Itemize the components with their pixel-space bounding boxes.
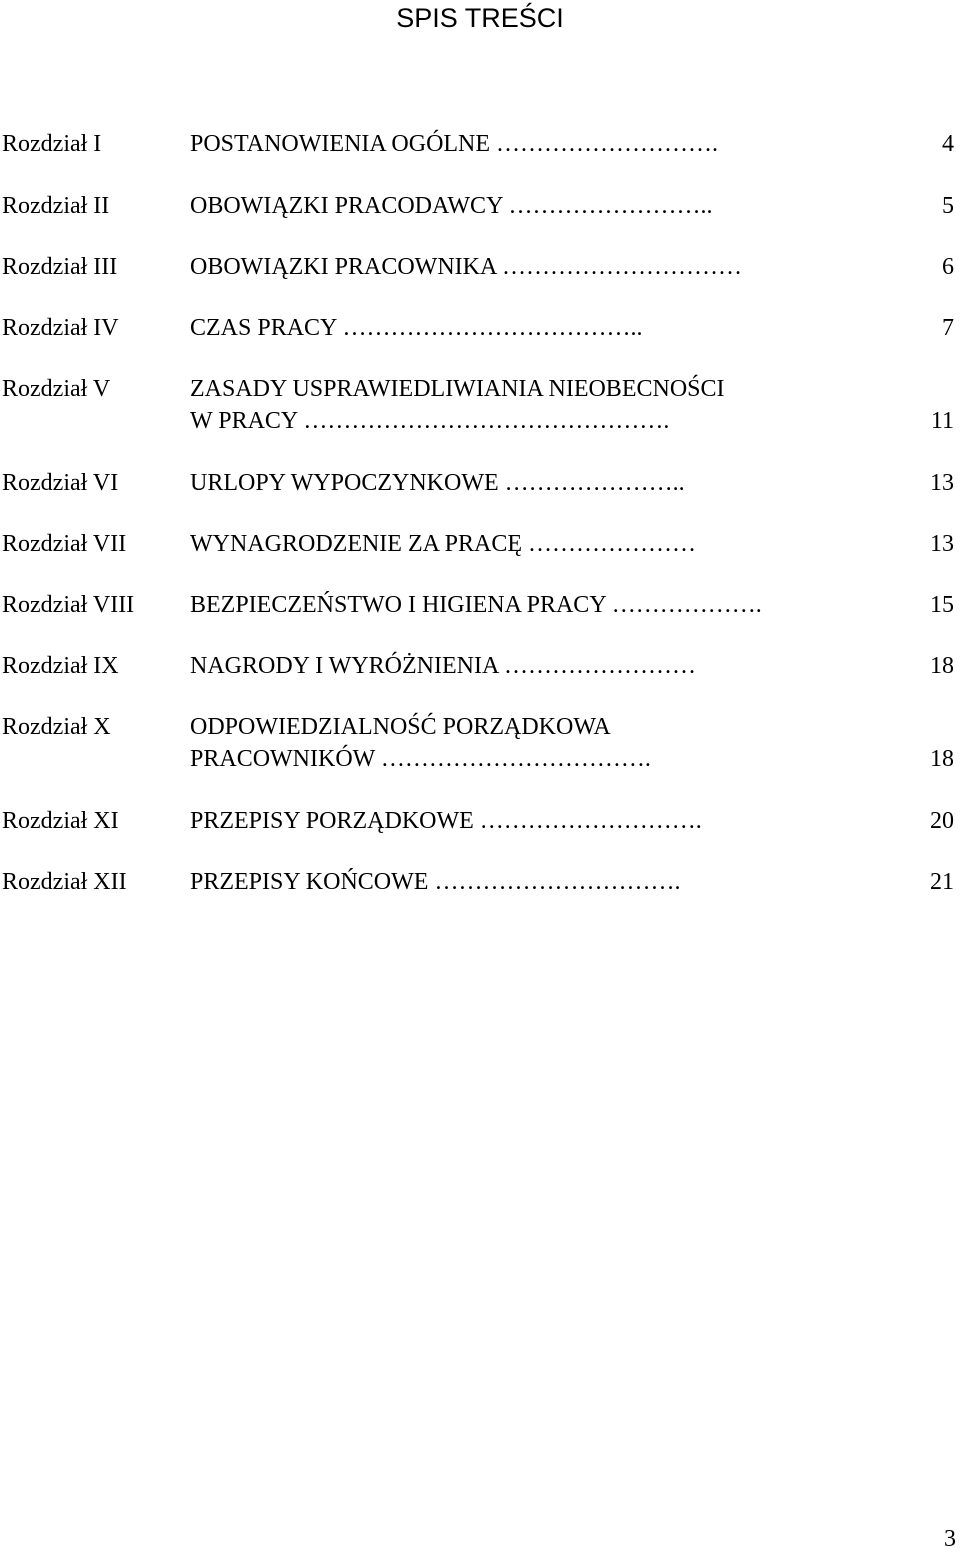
toc-title [190,373,900,437]
toc-leader: ……………………………. [380,746,651,772]
toc-title-text: BEZPIECZEŃSTWO I HIGIENA PRACY [190,592,606,618]
toc-leader: ………………….. [504,470,685,496]
toc-chapter-label: Rozdział III [2,254,118,280]
toc-leader: ………………… [527,531,696,557]
toc-title-text: OBOWIĄZKI PRACODAWCY [190,193,503,219]
toc-title [190,467,900,499]
toc-chapter-label: Rozdział I [2,131,102,157]
toc-title-text: ODPOWIEDZIALNOŚĆ PORZĄDKOWA [190,714,611,740]
toc-page-number: 11 [930,408,954,434]
toc-leader: …………………… [503,653,696,679]
page-title: SPIS TREŚCI [396,3,564,33]
toc-page-number: 20 [930,808,954,834]
toc-title [190,528,900,560]
toc-leader: ……………………………….. [342,315,643,341]
page-number: 3 [944,1526,956,1552]
toc-title-text: PRZEPISY KOŃCOWE [190,869,429,895]
toc-page-number: 13 [930,470,954,496]
toc-leader: …………………………. [434,869,681,895]
toc-title-text: NAGRODY I WYRÓŻNIENIA [190,653,498,679]
toc-title-continuation: W PRACY [190,408,298,434]
toc-chapter-label: Rozdział X [2,714,111,740]
toc-title [190,312,900,344]
toc-title-text: POSTANOWIENIA OGÓLNE [190,131,491,157]
toc-chapter-label: Rozdział IX [2,653,119,679]
toc-leader: ………………………… [501,254,742,280]
toc-title-text: ZASADY USPRAWIEDLIWIANIA NIEOBECNOŚCI [190,376,725,402]
toc-leader: ………………………. [479,808,702,834]
toc-title [190,711,900,775]
toc-title-text: WYNAGRODZENIE ZA PRACĘ [190,531,522,557]
toc-chapter-label: Rozdział VI [2,470,119,496]
toc-chapter-label: Rozdział VIII [2,592,135,618]
toc-page-number: 6 [942,254,954,280]
toc-title-text: CZAS PRACY [190,315,337,341]
toc-title-text: PRZEPISY PORZĄDKOWE [190,808,474,834]
toc-title [190,805,900,837]
toc-page-number: 18 [930,653,954,679]
toc-title [190,866,900,898]
toc-chapter-label: Rozdział II [2,193,110,219]
toc-leader: ………………………. [496,131,719,157]
toc-title-continuation: PRACOWNIKÓW [190,746,375,772]
toc-page-number: 7 [942,315,954,341]
toc-title-text: URLOPY WYPOCZYNKOWE [190,470,499,496]
toc-title [190,650,900,682]
toc-title [190,589,900,621]
toc-title [190,251,900,283]
toc-page-number: 5 [942,193,954,219]
toc-leader: ………………. [611,592,762,618]
toc-page-number: 18 [930,746,954,772]
toc-chapter-label: Rozdział VII [2,531,127,557]
toc-page-number: 15 [930,592,954,618]
toc-leader: ………………………………………. [303,408,670,434]
toc-title [190,128,900,160]
toc-chapter-label: Rozdział V [2,376,111,402]
toc-page-number: 4 [942,131,954,157]
toc-chapter-label: Rozdział XI [2,808,119,834]
toc-chapter-label: Rozdział XII [2,869,127,895]
toc-title [190,190,900,222]
toc-page-number: 13 [930,531,954,557]
toc-chapter-label: Rozdział IV [2,315,119,341]
toc-leader: …………………….. [508,193,713,219]
toc-title-text: OBOWIĄZKI PRACOWNIKA [190,254,496,280]
toc-page-number: 21 [930,869,954,895]
